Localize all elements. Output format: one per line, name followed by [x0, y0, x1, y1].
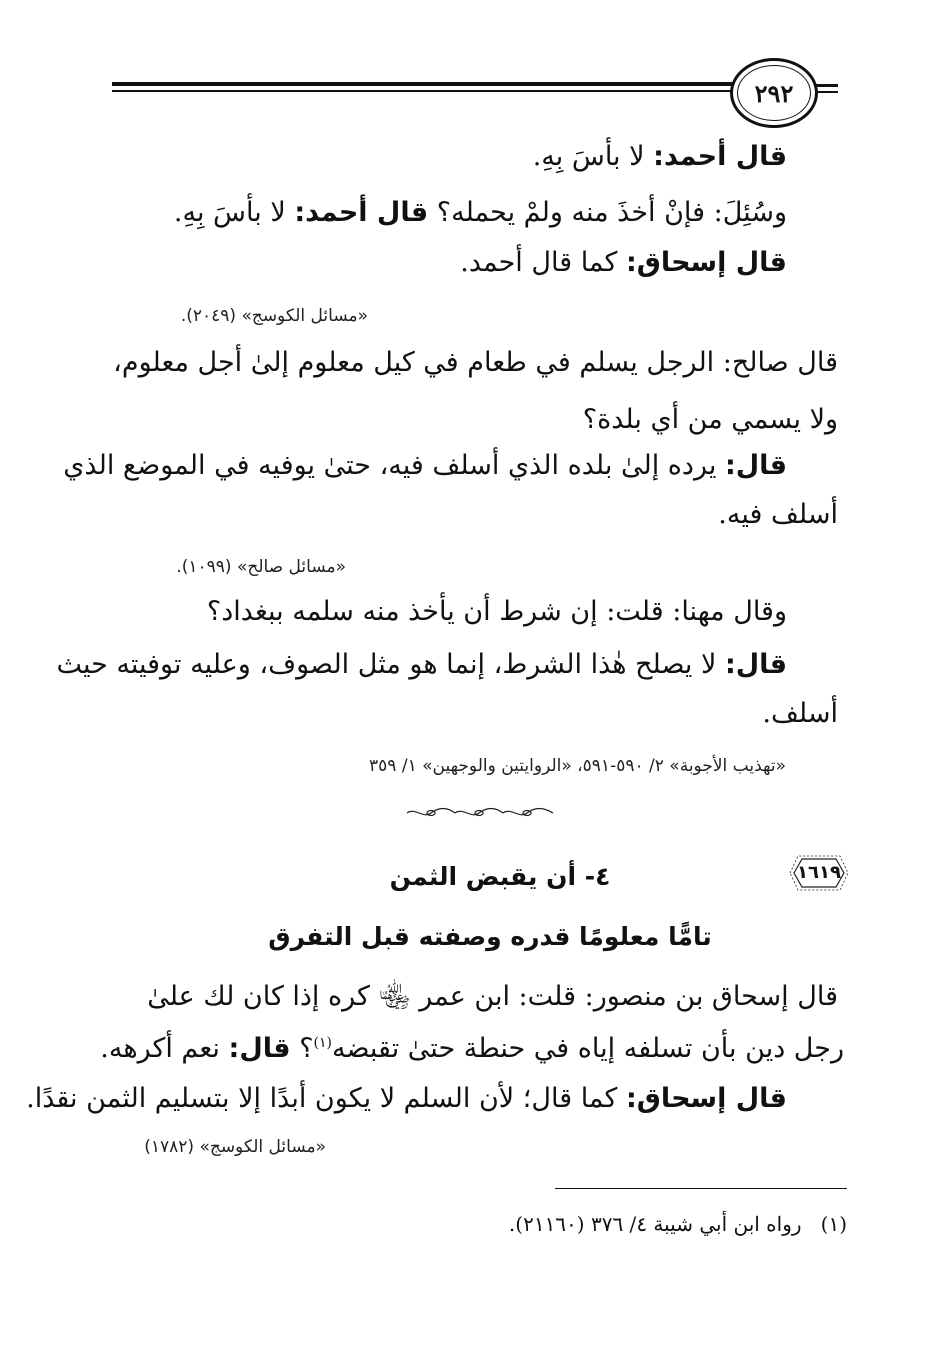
s1-line1: قال أحمد: لا بأسَ بِهِ.: [532, 141, 787, 172]
s1-line3: قال إسحاق: كما قال أحمد.: [460, 247, 787, 278]
s2-question-line1: قال صالح: الرجل يسلم في طعام في كيل معلوم إلىٰ أجل معلوم،: [113, 347, 838, 378]
s4-line3: قال إسحاق: كما قال؛ لأن السلم لا يكون أبدًا إلا بتسليم الثمن نقدًا.: [26, 1083, 787, 1114]
speaker-label: قال أحمد:: [294, 197, 429, 228]
s3-answer-line2: أسلف.: [762, 698, 838, 729]
page-number: ٢٩٢: [730, 58, 818, 128]
speaker-label: قال إسحاق:: [626, 1083, 787, 1114]
speaker-label: قال:: [228, 1033, 291, 1064]
s2-answer-line1: قال: يرده إلىٰ بلده الذي أسلف فيه، حتىٰ يوفيه في الموضع الذي: [63, 450, 787, 481]
footnote-marker: (١): [820, 1212, 847, 1236]
s4-line1: قال إسحاق بن منصور: قلت: ابن عمر ﵄ كره إذا كان لك علىٰ: [147, 981, 838, 1012]
issue-title: ٤- أن يقبض الثمن: [389, 862, 611, 891]
speaker-label: قال:: [724, 450, 787, 481]
s2-source: «مسائل صالح» (١٠٩٩).: [176, 557, 346, 577]
ornament-divider-icon: [405, 806, 555, 820]
s3-question: وقال مهنا: قلت: إن شرط أن يأخذ منه سلمه ببغداد؟: [206, 596, 787, 627]
s4-line2: رجل دين بأن تسلفه إياه في حنطة حتىٰ تقبضه$^{(١)}$؟ قال: نعم أكرهه.: [100, 1033, 844, 1064]
s2-answer-line2: أسلف فيه.: [718, 499, 838, 530]
speaker-label: قال إسحاق:: [626, 247, 787, 278]
s1-line2: وسُئِلَ: فإنْ أخذَ منه ولمْ يحمله؟ قال أحمد: لا بأسَ بِهِ.: [173, 197, 787, 228]
s3-source: «تهذيب الأجوبة» ٢/ ٥٩٠-٥٩١، «الروايتين والوجهين» ١/ ٣٥٩: [369, 756, 786, 776]
footnote: (١) رواه ابن أبي شيبة ٤/ ٣٧٦ (٢١١٦٠).: [508, 1212, 847, 1236]
footnote-rule: [555, 1188, 847, 1189]
speaker-label: قال أحمد:: [653, 141, 787, 172]
issue-subtitle: تامًّا معلومًا قدره وصفته قبل التفرق: [268, 922, 712, 951]
s4-source: «مسائل الكوسج» (١٧٨٢): [144, 1137, 326, 1157]
speaker-label: قال:: [724, 649, 787, 680]
s3-answer-line1: قال: لا يصلح هٰذا الشرط، إنما هو مثل الصوف، وعليه توفيته حيث: [56, 649, 787, 680]
footnote-ref: (١): [313, 1035, 332, 1051]
header-rule: [112, 82, 732, 96]
issue-number-badge: ١٦١٩: [788, 853, 850, 893]
s1-source: «مسائل الكوسج» (٢٠٤٩).: [180, 306, 368, 326]
s2-question-line2: ولا يسمي من أي بلدة؟: [582, 404, 838, 435]
